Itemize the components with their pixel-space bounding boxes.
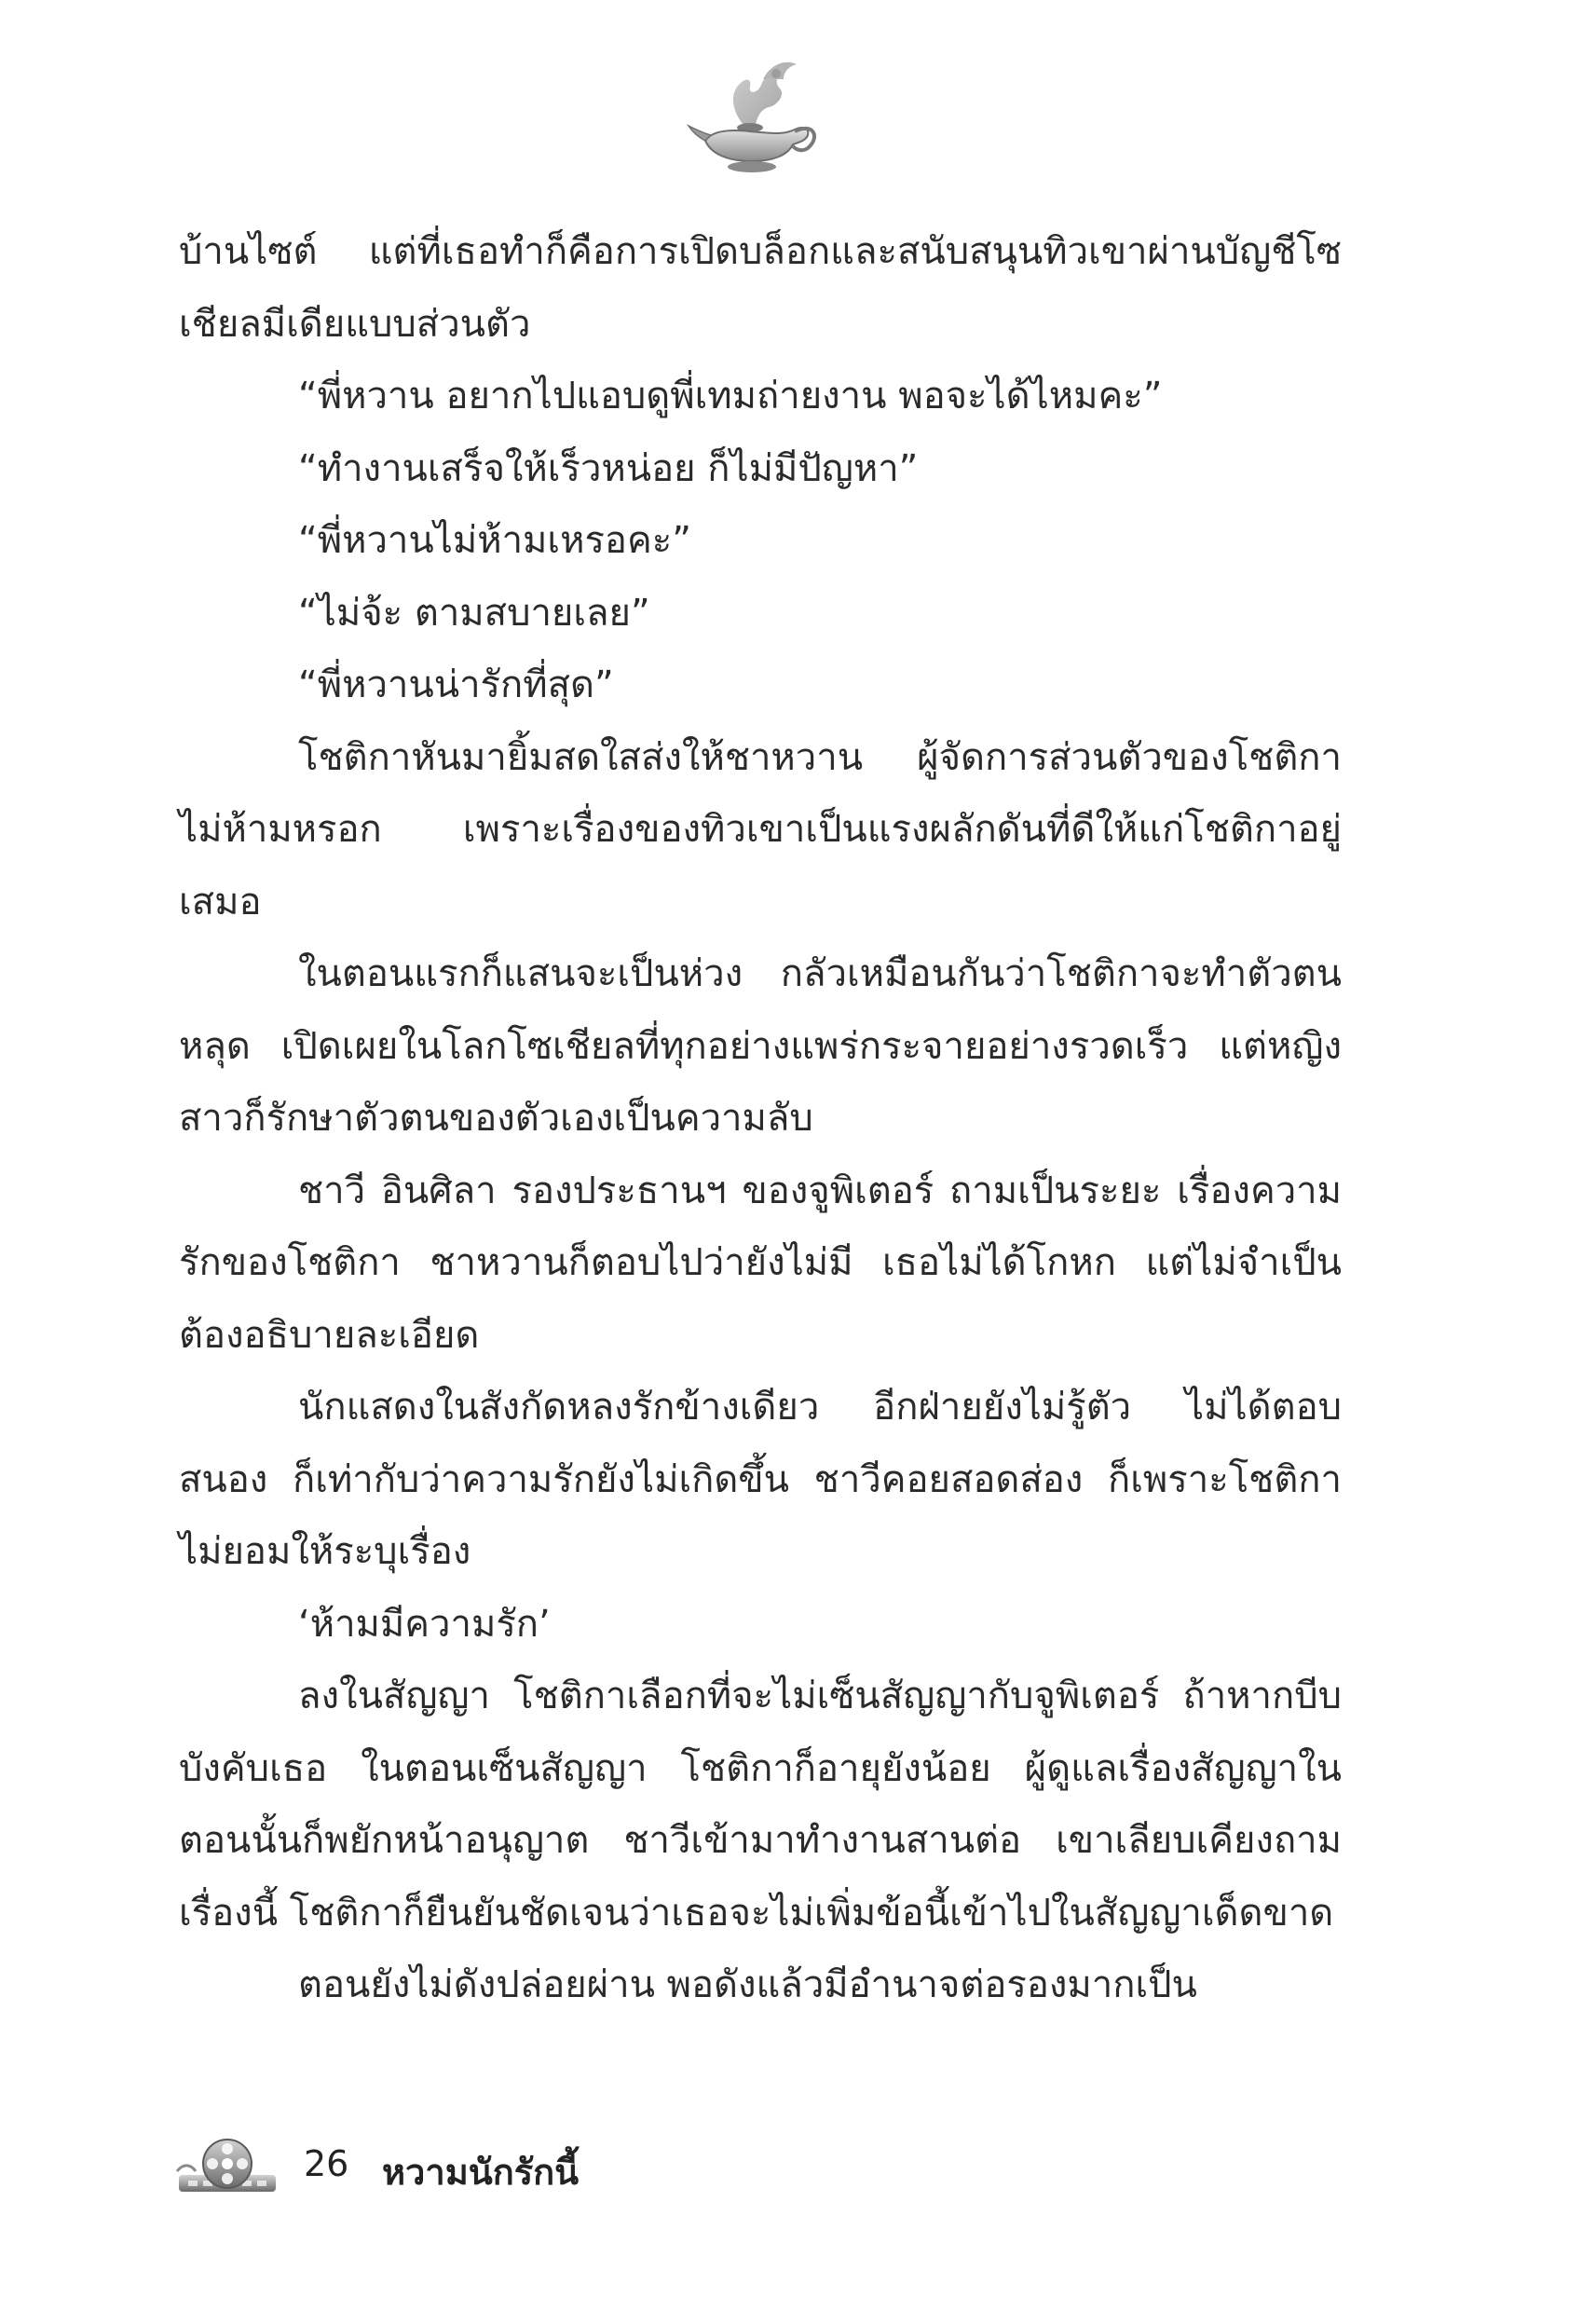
paragraph: “พี่หวาน อยากไปแอบดูพี่เทมถ่ายงาน พอจะได้ไหมคะ”: [298, 375, 1163, 417]
paragraph: ในตอนแรกก็แสนจะเป็นห่วง กลัวเหมือนกันว่าโชติกาจะทำตัวตนหลุด เปิดเผยในโลกโซเชียลที่ทุกอย่างแพร่กระจายอย่างรวดเร็ว แต่หญิงสาวก็รักษาตัวตนของตัวเองเป็นความลับ: [179, 952, 1342, 1140]
paragraph: ตอนยังไม่ดังปล่อยผ่าน พอดังแล้วมีอำนาจต่อรองมากเป็น: [298, 1963, 1197, 2006]
page-footer: [175, 2134, 921, 2208]
paragraph: บ้านไซต์ แต่ที่เธอทำก็คือการเปิดบล็อกและสนับสนุนทิวเขาผ่านบัญชีโซเชียลมีเดียแบบส่วนตัว: [179, 230, 1342, 346]
genie-lamp-icon: [685, 51, 825, 177]
paragraph: “ไม่จ้ะ ตามสบายเลย”: [298, 591, 650, 635]
paragraph: “พี่หวานไม่ห้ามเหรอคะ”: [298, 519, 691, 562]
book-title: หวามนักรักนี้: [382, 2152, 580, 2193]
paragraph: ลงในสัญญา โชติกาเลือกที่จะไม่เซ็นสัญญากับจูพิเตอร์ ถ้าหากบีบบังคับเธอ ในตอนเซ็นสัญญา โชติกาก็อายุยังน้อย ผู้ดูแลเรื่องสัญญาในตอนนั้นก็พยักหน้าอนุญาต ชาวีเข้ามาทำงานสานต่อ เขาเลียบเคียงถามเรื่องนี้ โชติกาก็ยืนยันชัดเจนว่าเธอจะไม่เพิ่มข้อนี้เข้าไปในสัญญาเด็ดขาด: [179, 1675, 1342, 1935]
paragraph: “พี่หวานน่ารักที่สุด”: [298, 663, 614, 706]
paragraph: “ทำงานเสร็จให้เร็วหน่อย ก็ไม่มีปัญหา”: [298, 446, 919, 490]
paragraph: ‘ห้ามมีความรัก’: [298, 1602, 551, 1646]
film-reel-ornament-icon: [175, 2134, 280, 2201]
page-number: 26: [304, 2143, 349, 2184]
paragraph: นักแสดงในสังกัดหลงรักข้างเดียว อีกฝ่ายยังไม่รู้ตัว ไม่ได้ตอบสนอง ก็เท่ากับว่าความรักยังไม่เกิดขึ้น ชาวีคอยสอดส่อง ก็เพราะโชติกาไม่ยอมให้ระบุเรื่อง: [179, 1386, 1342, 1573]
paragraph: ชาวี อินศิลา รองประธานฯ ของจูพิเตอร์ ถามเป็นระยะ เรื่องความรักของโชติกา ชาหวานก็ตอบไปว่ายังไม่มี เธอไม่ได้โกหก แต่ไม่จำเป็นต้องอธิบายละเอียด: [179, 1169, 1342, 1357]
paragraph: โชติกาหันมายิ้มสดใสส่งให้ชาหวาน ผู้จัดการส่วนตัวของโชติกาไม่ห้ามหรอก เพราะเรื่องของทิวเขาเป็นแรงผลักดันที่ดีให้แก่โชติกาอยู่เสมอ: [179, 735, 1342, 923]
body-text: [179, 216, 1342, 2022]
